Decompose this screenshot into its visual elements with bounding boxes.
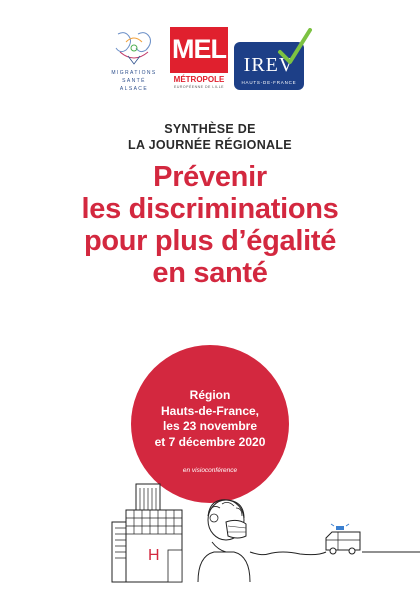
checkmark-icon [274, 28, 314, 68]
logo-strip [0, 24, 420, 96]
mel-logo [170, 27, 228, 93]
irev-word: IREV [243, 54, 295, 76]
msa-logo [106, 28, 162, 94]
mel-word: MEL [172, 34, 226, 64]
msa-line-3: ALSACE [119, 86, 149, 92]
illustration [0, 470, 420, 595]
kicker-line-2: LA JOURNÉE RÉGIONALE [128, 138, 292, 152]
title-line-1: Prévenir [153, 161, 267, 193]
title-line-3: pour plus d’égalité [83, 225, 337, 257]
event-details [131, 388, 289, 450]
irev-subtitle: HAUTS-DE-FRANCE [241, 80, 297, 85]
event-line-2: Hauts-de-France, [160, 403, 260, 418]
irev-logo [234, 28, 312, 90]
msa-line-2: SANTÉ [122, 78, 146, 84]
hospital-sign: H [148, 547, 160, 564]
kicker-line-1: SYNTHÈSE DE [164, 122, 256, 136]
event-line-1: Région [189, 388, 231, 402]
title-line-4: en santé [152, 257, 268, 289]
document-title [0, 161, 420, 289]
hospital-building-icon [112, 484, 182, 582]
mel-subtitle: MÉTROPOLE [173, 75, 225, 84]
event-line-3: les 23 novembre [162, 419, 258, 433]
msa-line-1: MIGRATIONS [111, 70, 157, 76]
msa-emblem-icon [106, 28, 162, 68]
document-kicker [0, 121, 420, 153]
ambulance-icon [326, 524, 360, 554]
title-line-2: les discriminations [81, 193, 339, 225]
mel-subtitle-2: EUROPÉENNE DE LILLE [174, 85, 224, 89]
event-mode: en visioconférence [182, 467, 238, 474]
person-with-mask-icon [198, 500, 250, 582]
event-line-4: et 7 décembre 2020 [154, 434, 266, 449]
